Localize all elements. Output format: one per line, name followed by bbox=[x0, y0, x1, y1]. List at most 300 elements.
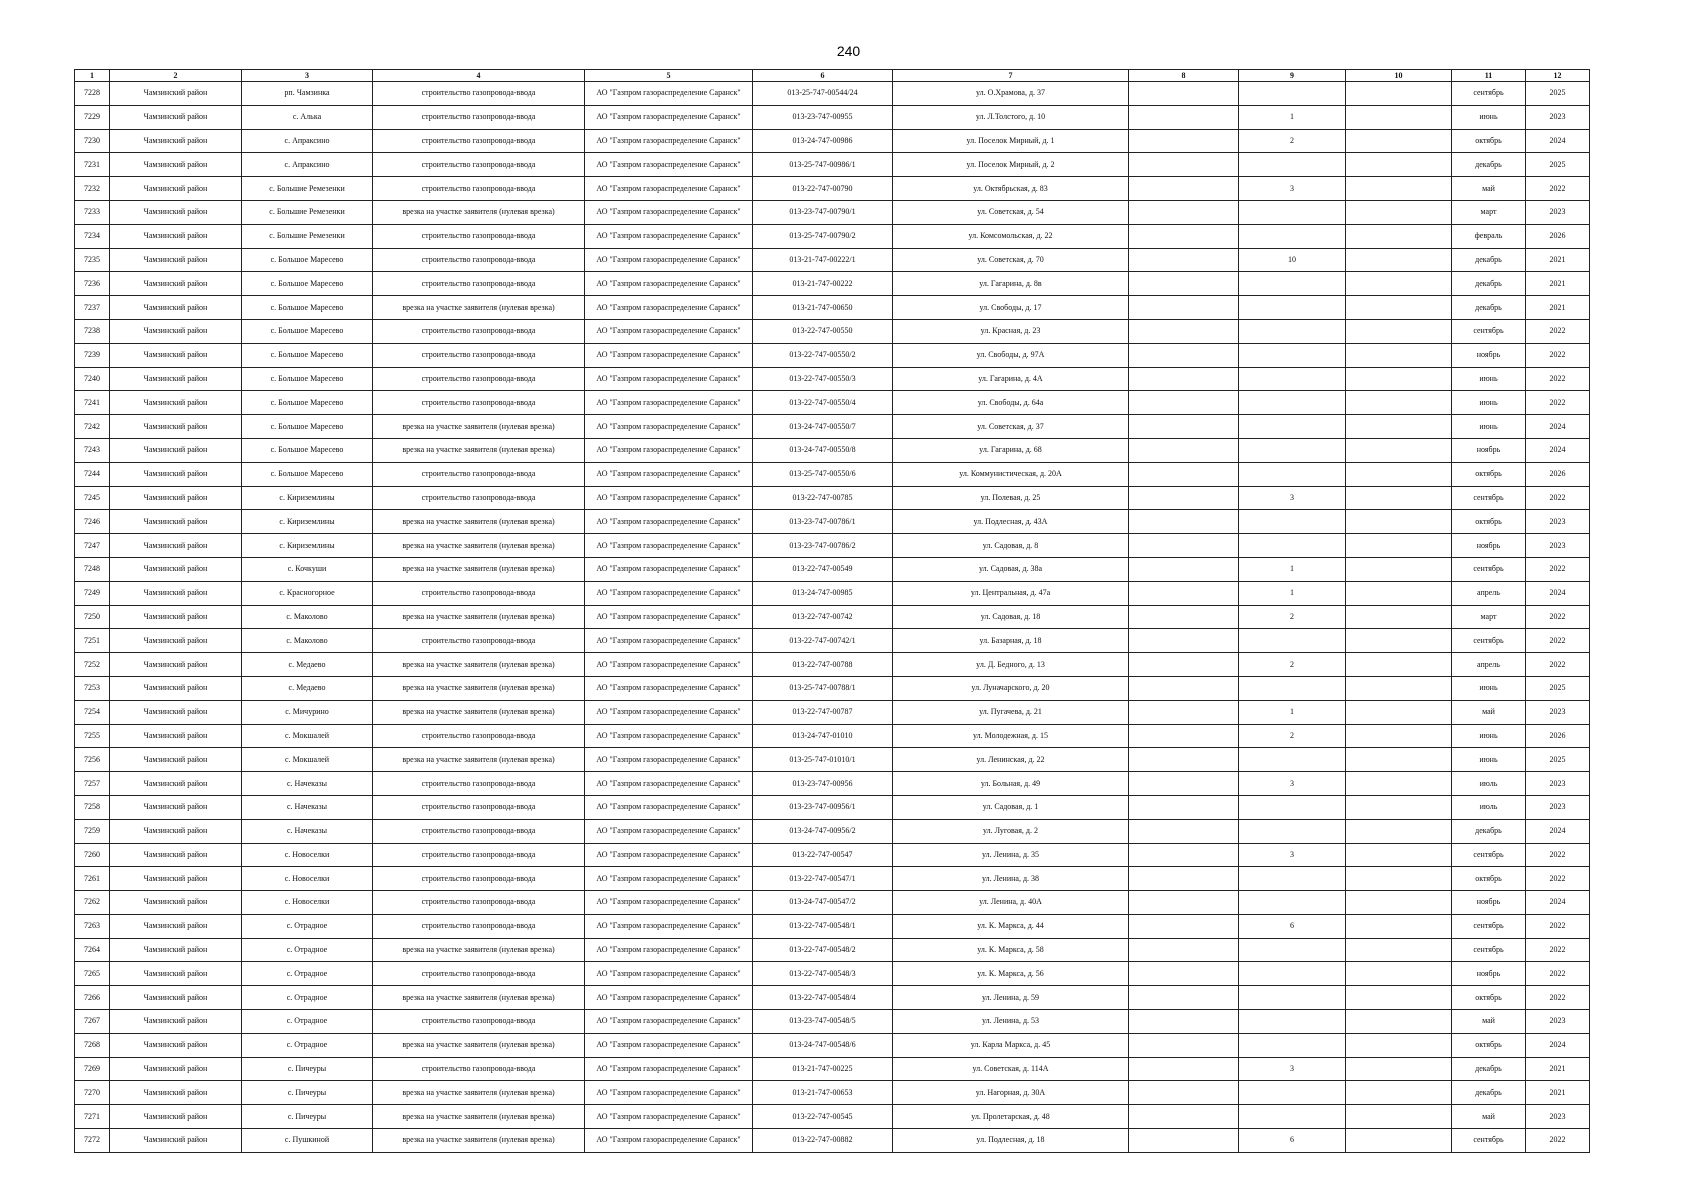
table-cell: 013-22-747-00742 bbox=[753, 605, 893, 629]
table-cell bbox=[1346, 224, 1452, 248]
table-cell: ул. Комсомольская, д. 22 bbox=[893, 224, 1129, 248]
table-cell bbox=[1129, 462, 1239, 486]
table-body bbox=[75, 82, 1590, 1153]
table-row bbox=[75, 795, 1590, 819]
table-cell: ул. Л.Толстого, д. 10 bbox=[893, 105, 1129, 129]
table-cell bbox=[1239, 1105, 1346, 1129]
table-cell bbox=[1129, 795, 1239, 819]
table-cell: АО "Газпром газораспределение Саранск" bbox=[585, 772, 753, 796]
table-cell: июль bbox=[1452, 772, 1526, 796]
table-cell: 3 bbox=[1239, 843, 1346, 867]
table-cell: 2 bbox=[1239, 724, 1346, 748]
table-cell: 2023 bbox=[1526, 1105, 1590, 1129]
table-cell bbox=[1346, 343, 1452, 367]
table-row bbox=[75, 962, 1590, 986]
table-cell: АО "Газпром газораспределение Саранск" bbox=[585, 415, 753, 439]
table-cell: 7253 bbox=[75, 676, 110, 700]
table-cell bbox=[1239, 200, 1346, 224]
table-cell: строительство газопровода-ввода bbox=[373, 843, 585, 867]
table-cell: июль bbox=[1452, 795, 1526, 819]
table-cell: 013-21-747-00653 bbox=[753, 1081, 893, 1105]
table-cell: 7272 bbox=[75, 1129, 110, 1153]
table-cell: Чамзинский район bbox=[110, 867, 242, 891]
table-cell: Чамзинский район bbox=[110, 129, 242, 153]
table-cell: строительство газопровода-ввода bbox=[373, 1010, 585, 1034]
table-cell bbox=[1346, 272, 1452, 296]
table-cell: ноябрь bbox=[1452, 343, 1526, 367]
table-cell: с. Большое Маресево bbox=[242, 462, 373, 486]
table-cell: Чамзинский район bbox=[110, 296, 242, 320]
table-cell: май bbox=[1452, 700, 1526, 724]
table-cell bbox=[1239, 938, 1346, 962]
table-cell: строительство газопровода-ввода bbox=[373, 224, 585, 248]
table-cell: октябрь bbox=[1452, 1033, 1526, 1057]
table-cell bbox=[1346, 772, 1452, 796]
table-cell: 7261 bbox=[75, 867, 110, 891]
table-cell: Чамзинский район bbox=[110, 938, 242, 962]
table-row bbox=[75, 581, 1590, 605]
table-cell: июнь bbox=[1452, 105, 1526, 129]
table-cell: ул. Свободы, д. 64а bbox=[893, 391, 1129, 415]
table-cell bbox=[1239, 676, 1346, 700]
table-cell: ул. Пролетарская, д. 48 bbox=[893, 1105, 1129, 1129]
table-cell bbox=[1346, 367, 1452, 391]
table-cell: 7267 bbox=[75, 1010, 110, 1034]
table-cell bbox=[1346, 438, 1452, 462]
table-cell: 2022 bbox=[1526, 177, 1590, 201]
table-row bbox=[75, 1057, 1590, 1081]
table-cell: 2022 bbox=[1526, 914, 1590, 938]
table-cell: 3 bbox=[1239, 772, 1346, 796]
table-cell: Чамзинский район bbox=[110, 510, 242, 534]
table-cell: АО "Газпром газораспределение Саранск" bbox=[585, 510, 753, 534]
table-cell: ул. Советская, д. 70 bbox=[893, 248, 1129, 272]
table-cell bbox=[1129, 105, 1239, 129]
table-cell bbox=[1129, 676, 1239, 700]
table-row bbox=[75, 129, 1590, 153]
table-cell: 3 bbox=[1239, 177, 1346, 201]
table-row bbox=[75, 843, 1590, 867]
table-cell: врезка на участке заявителя (нулевая врезка) bbox=[373, 986, 585, 1010]
table-cell bbox=[1129, 1033, 1239, 1057]
table-cell: врезка на участке заявителя (нулевая врезка) bbox=[373, 510, 585, 534]
table-cell bbox=[1346, 867, 1452, 891]
table-cell: 2023 bbox=[1526, 772, 1590, 796]
table-cell: сентябрь bbox=[1452, 82, 1526, 106]
table-cell: АО "Газпром газораспределение Саранск" bbox=[585, 986, 753, 1010]
table-cell: ул. Поселок Мирный, д. 1 bbox=[893, 129, 1129, 153]
table-row bbox=[75, 367, 1590, 391]
table-row bbox=[75, 462, 1590, 486]
table-cell: 2026 bbox=[1526, 724, 1590, 748]
table-cell: с. Новоселки bbox=[242, 867, 373, 891]
table-cell: ул. Д. Бедного, д. 13 bbox=[893, 653, 1129, 677]
table-cell: с. Кочкуши bbox=[242, 557, 373, 581]
table-cell: с. Медаево bbox=[242, 676, 373, 700]
table-cell: 2025 bbox=[1526, 82, 1590, 106]
table-cell bbox=[1346, 914, 1452, 938]
table-cell: 2025 bbox=[1526, 676, 1590, 700]
table-cell: АО "Газпром газораспределение Саранск" bbox=[585, 1010, 753, 1034]
table-cell: АО "Газпром газораспределение Саранск" bbox=[585, 82, 753, 106]
table-cell: 2022 bbox=[1526, 486, 1590, 510]
table-cell: Чамзинский район bbox=[110, 772, 242, 796]
table-cell: строительство газопровода-ввода bbox=[373, 319, 585, 343]
table-cell: 2022 bbox=[1526, 557, 1590, 581]
table-cell: АО "Газпром газораспределение Саранск" bbox=[585, 200, 753, 224]
table-cell: 7229 bbox=[75, 105, 110, 129]
table-cell: строительство газопровода-ввода bbox=[373, 914, 585, 938]
column-header: 10 bbox=[1346, 70, 1452, 82]
table-cell: врезка на участке заявителя (нулевая врезка) bbox=[373, 200, 585, 224]
table-cell: 2 bbox=[1239, 653, 1346, 677]
table-cell: строительство газопровода-ввода bbox=[373, 629, 585, 653]
table-cell: Чамзинский район bbox=[110, 605, 242, 629]
table-cell bbox=[1239, 319, 1346, 343]
table-cell: АО "Газпром газораспределение Саранск" bbox=[585, 272, 753, 296]
table-cell bbox=[1129, 1129, 1239, 1153]
table-cell: март bbox=[1452, 605, 1526, 629]
table-cell bbox=[1346, 605, 1452, 629]
table-cell: 2023 bbox=[1526, 795, 1590, 819]
table-cell: Чамзинский район bbox=[110, 1057, 242, 1081]
table-cell: 7231 bbox=[75, 153, 110, 177]
table-row bbox=[75, 1105, 1590, 1129]
table-cell: ул. Подлесная, д. 43А bbox=[893, 510, 1129, 534]
table-cell: 7233 bbox=[75, 200, 110, 224]
table-cell bbox=[1346, 486, 1452, 510]
table-cell: июнь bbox=[1452, 676, 1526, 700]
table-cell: 7265 bbox=[75, 962, 110, 986]
table-cell: 7246 bbox=[75, 510, 110, 534]
column-header: 5 bbox=[585, 70, 753, 82]
table-cell: Чамзинский район bbox=[110, 1105, 242, 1129]
table-cell: строительство газопровода-ввода bbox=[373, 581, 585, 605]
table-cell: АО "Газпром газораспределение Саранск" bbox=[585, 129, 753, 153]
table-cell: строительство газопровода-ввода bbox=[373, 105, 585, 129]
table-cell: врезка на участке заявителя (нулевая врезка) bbox=[373, 748, 585, 772]
table-cell: 013-22-747-00550/3 bbox=[753, 367, 893, 391]
table-cell bbox=[1346, 1057, 1452, 1081]
table-cell: АО "Газпром газораспределение Саранск" bbox=[585, 843, 753, 867]
table-cell: АО "Газпром газораспределение Саранск" bbox=[585, 724, 753, 748]
table-cell bbox=[1129, 272, 1239, 296]
table-cell: врезка на участке заявителя (нулевая врезка) bbox=[373, 1081, 585, 1105]
table-row bbox=[75, 1010, 1590, 1034]
table-cell: АО "Газпром газораспределение Саранск" bbox=[585, 177, 753, 201]
table-cell: с. Отрадное bbox=[242, 1010, 373, 1034]
table-cell: ул. Октябрьская, д. 83 bbox=[893, 177, 1129, 201]
table-cell: июнь bbox=[1452, 748, 1526, 772]
table-cell bbox=[1129, 557, 1239, 581]
table-cell: 7271 bbox=[75, 1105, 110, 1129]
table-cell: ул. К. Маркса, д. 44 bbox=[893, 914, 1129, 938]
table-cell bbox=[1346, 653, 1452, 677]
table-cell: 7247 bbox=[75, 534, 110, 558]
table-cell bbox=[1129, 938, 1239, 962]
table-cell: 7244 bbox=[75, 462, 110, 486]
table-cell: врезка на участке заявителя (нулевая врезка) bbox=[373, 1033, 585, 1057]
table-cell bbox=[1346, 510, 1452, 534]
table-cell: октябрь bbox=[1452, 867, 1526, 891]
table-row bbox=[75, 153, 1590, 177]
table-row bbox=[75, 819, 1590, 843]
table-cell bbox=[1346, 1010, 1452, 1034]
table-cell: июнь bbox=[1452, 367, 1526, 391]
table-cell: АО "Газпром газораспределение Саранск" bbox=[585, 1105, 753, 1129]
table-cell: 2024 bbox=[1526, 129, 1590, 153]
table-cell bbox=[1239, 391, 1346, 415]
table-cell: 2022 bbox=[1526, 391, 1590, 415]
table-row bbox=[75, 748, 1590, 772]
table-cell bbox=[1129, 891, 1239, 915]
table-cell: сентябрь bbox=[1452, 319, 1526, 343]
table-cell bbox=[1346, 557, 1452, 581]
table-cell: 7263 bbox=[75, 914, 110, 938]
table-cell: Чамзинский район bbox=[110, 557, 242, 581]
table-cell: 013-22-747-00787 bbox=[753, 700, 893, 724]
table-cell: с. Пичеуры bbox=[242, 1057, 373, 1081]
table-cell: декабрь bbox=[1452, 819, 1526, 843]
table-cell: 2023 bbox=[1526, 700, 1590, 724]
table-cell bbox=[1129, 343, 1239, 367]
table-cell bbox=[1346, 962, 1452, 986]
table-cell bbox=[1239, 224, 1346, 248]
table-cell: врезка на участке заявителя (нулевая врезка) bbox=[373, 415, 585, 439]
table-cell bbox=[1129, 486, 1239, 510]
table-cell: с. Медаево bbox=[242, 653, 373, 677]
table-cell: 013-23-747-00790/1 bbox=[753, 200, 893, 224]
table-cell bbox=[1346, 1105, 1452, 1129]
table-cell bbox=[1239, 629, 1346, 653]
table-cell: 013-22-747-00550/2 bbox=[753, 343, 893, 367]
table-cell: с. Большие Ремезенки bbox=[242, 200, 373, 224]
table-cell bbox=[1239, 510, 1346, 534]
table-cell: 7259 bbox=[75, 819, 110, 843]
table-row bbox=[75, 510, 1590, 534]
table-cell: апрель bbox=[1452, 653, 1526, 677]
table-cell: 7249 bbox=[75, 581, 110, 605]
table-cell: 013-22-747-00548/4 bbox=[753, 986, 893, 1010]
table-cell bbox=[1346, 462, 1452, 486]
table-cell: АО "Газпром газораспределение Саранск" bbox=[585, 605, 753, 629]
table-cell: АО "Газпром газораспределение Саранск" bbox=[585, 224, 753, 248]
table-row bbox=[75, 653, 1590, 677]
table-cell: ул. Гагарина, д. 4А bbox=[893, 367, 1129, 391]
table-cell: с. Большие Ремезенки bbox=[242, 224, 373, 248]
table-cell bbox=[1239, 415, 1346, 439]
table-cell: 2024 bbox=[1526, 438, 1590, 462]
table-cell: Чамзинский район bbox=[110, 1081, 242, 1105]
column-header: 3 bbox=[242, 70, 373, 82]
table-cell bbox=[1129, 653, 1239, 677]
table-cell: 2022 bbox=[1526, 653, 1590, 677]
gas-connection-registry-table bbox=[74, 69, 1590, 1153]
table-cell: 7230 bbox=[75, 129, 110, 153]
table-cell: ул. Пугачева, д. 21 bbox=[893, 700, 1129, 724]
table-cell: с. Начеказы bbox=[242, 819, 373, 843]
table-cell: ул. Коммунистическая, д. 20А bbox=[893, 462, 1129, 486]
table-cell: с. Новоселки bbox=[242, 843, 373, 867]
table-cell bbox=[1129, 534, 1239, 558]
table-cell: строительство газопровода-ввода bbox=[373, 272, 585, 296]
table-cell bbox=[1239, 272, 1346, 296]
table-row bbox=[75, 557, 1590, 581]
table-cell: Чамзинский район bbox=[110, 486, 242, 510]
table-cell: 013-22-747-00790 bbox=[753, 177, 893, 201]
table-row bbox=[75, 724, 1590, 748]
table-cell: с. Мокшалей bbox=[242, 748, 373, 772]
table-cell: Чамзинский район bbox=[110, 748, 242, 772]
table-cell bbox=[1239, 296, 1346, 320]
table-cell: 2022 bbox=[1526, 605, 1590, 629]
table-cell bbox=[1129, 1057, 1239, 1081]
table-cell: с. Маколово bbox=[242, 605, 373, 629]
column-header: 12 bbox=[1526, 70, 1590, 82]
table-cell: 013-23-747-00955 bbox=[753, 105, 893, 129]
table-cell: 7248 bbox=[75, 557, 110, 581]
table-cell: Чамзинский район bbox=[110, 1129, 242, 1153]
table-cell bbox=[1129, 224, 1239, 248]
table-cell: строительство газопровода-ввода bbox=[373, 177, 585, 201]
table-cell bbox=[1129, 914, 1239, 938]
table-cell: февраль bbox=[1452, 224, 1526, 248]
table-cell: строительство газопровода-ввода bbox=[373, 367, 585, 391]
table-cell: АО "Газпром газораспределение Саранск" bbox=[585, 248, 753, 272]
table-cell: сентябрь bbox=[1452, 843, 1526, 867]
table-row bbox=[75, 986, 1590, 1010]
table-cell bbox=[1129, 819, 1239, 843]
table-cell: 013-25-747-00986/1 bbox=[753, 153, 893, 177]
table-cell: с. Большое Маресево bbox=[242, 319, 373, 343]
column-header: 6 bbox=[753, 70, 893, 82]
table-cell: 2023 bbox=[1526, 1010, 1590, 1034]
table-cell: 7245 bbox=[75, 486, 110, 510]
table-cell: рп. Чамзинка bbox=[242, 82, 373, 106]
table-cell bbox=[1129, 177, 1239, 201]
table-cell: с. Большое Маресево bbox=[242, 438, 373, 462]
table-cell: 2022 bbox=[1526, 1129, 1590, 1153]
column-header: 4 bbox=[373, 70, 585, 82]
table-cell: 7240 bbox=[75, 367, 110, 391]
table-cell: ул. Ленина, д. 53 bbox=[893, 1010, 1129, 1034]
table-cell: строительство газопровода-ввода bbox=[373, 867, 585, 891]
table-cell: строительство газопровода-ввода bbox=[373, 129, 585, 153]
table-cell: строительство газопровода-ввода bbox=[373, 391, 585, 415]
table-cell: врезка на участке заявителя (нулевая врезка) bbox=[373, 296, 585, 320]
table-cell bbox=[1129, 605, 1239, 629]
table-row bbox=[75, 676, 1590, 700]
table-cell: Чамзинский район bbox=[110, 153, 242, 177]
table-cell: 7251 bbox=[75, 629, 110, 653]
table-cell bbox=[1239, 819, 1346, 843]
table-cell: 7257 bbox=[75, 772, 110, 796]
table-cell: АО "Газпром газораспределение Саранск" bbox=[585, 343, 753, 367]
table-cell bbox=[1239, 795, 1346, 819]
table-cell: АО "Газпром газораспределение Саранск" bbox=[585, 153, 753, 177]
table-cell: 013-22-747-00785 bbox=[753, 486, 893, 510]
table-cell: 1 bbox=[1239, 557, 1346, 581]
table-cell: сентябрь bbox=[1452, 486, 1526, 510]
table-cell bbox=[1346, 534, 1452, 558]
table-cell: АО "Газпром газораспределение Саранск" bbox=[585, 914, 753, 938]
table-cell: АО "Газпром газораспределение Саранск" bbox=[585, 1033, 753, 1057]
table-cell: с. Мичурино bbox=[242, 700, 373, 724]
table-cell: март bbox=[1452, 200, 1526, 224]
table-cell: 7264 bbox=[75, 938, 110, 962]
table-cell bbox=[1129, 772, 1239, 796]
table-cell: с. Большое Маресево bbox=[242, 296, 373, 320]
table-cell: ул. Садовая, д. 8 bbox=[893, 534, 1129, 558]
table-cell: врезка на участке заявителя (нулевая врезка) bbox=[373, 534, 585, 558]
table-cell: 013-24-747-00956/2 bbox=[753, 819, 893, 843]
table-cell: 1 bbox=[1239, 105, 1346, 129]
table-cell: врезка на участке заявителя (нулевая врезка) bbox=[373, 938, 585, 962]
table-cell bbox=[1346, 843, 1452, 867]
table-cell: ул. Подлесная, д. 18 bbox=[893, 1129, 1129, 1153]
table-cell: ул. Свободы, д. 17 bbox=[893, 296, 1129, 320]
table-cell bbox=[1346, 153, 1452, 177]
table-cell: 013-24-747-00547/2 bbox=[753, 891, 893, 915]
table-cell: 013-22-747-00547/1 bbox=[753, 867, 893, 891]
table-cell: 2021 bbox=[1526, 1057, 1590, 1081]
table-cell: 7255 bbox=[75, 724, 110, 748]
table-cell: 013-24-747-00550/8 bbox=[753, 438, 893, 462]
table-cell: 7243 bbox=[75, 438, 110, 462]
table-cell: Чамзинский район bbox=[110, 891, 242, 915]
page-number: 240 bbox=[836, 43, 861, 59]
table-cell: ул. Свободы, д. 97А bbox=[893, 343, 1129, 367]
table-cell: ул. Молодежная, д. 15 bbox=[893, 724, 1129, 748]
table-cell: с. Начеказы bbox=[242, 772, 373, 796]
table-cell: 7238 bbox=[75, 319, 110, 343]
table-cell: Чамзинский район bbox=[110, 1010, 242, 1034]
table-cell: врезка на участке заявителя (нулевая врезка) bbox=[373, 438, 585, 462]
table-row bbox=[75, 772, 1590, 796]
table-cell bbox=[1346, 700, 1452, 724]
table-cell: с. Кириземлины bbox=[242, 510, 373, 534]
table-cell: с. Большое Маресево bbox=[242, 391, 373, 415]
table-cell: 7234 bbox=[75, 224, 110, 248]
table-cell: 7228 bbox=[75, 82, 110, 106]
table-cell: ул. Базарная, д. 18 bbox=[893, 629, 1129, 653]
table-cell: ул. Советская, д. 54 bbox=[893, 200, 1129, 224]
table-cell bbox=[1129, 1010, 1239, 1034]
table-cell: декабрь bbox=[1452, 248, 1526, 272]
table-cell bbox=[1239, 1010, 1346, 1034]
table-cell: 013-22-747-00788 bbox=[753, 653, 893, 677]
table-cell: 2024 bbox=[1526, 415, 1590, 439]
table-cell: врезка на участке заявителя (нулевая врезка) bbox=[373, 1129, 585, 1153]
table-cell: 2022 bbox=[1526, 843, 1590, 867]
table-cell: 2021 bbox=[1526, 272, 1590, 296]
table-cell: 2023 bbox=[1526, 510, 1590, 534]
table-cell bbox=[1346, 748, 1452, 772]
table-cell: 2023 bbox=[1526, 534, 1590, 558]
column-header: 1 bbox=[75, 70, 110, 82]
table-cell: Чамзинский район bbox=[110, 653, 242, 677]
table-cell: 013-22-747-00547 bbox=[753, 843, 893, 867]
table-cell: Чамзинский район bbox=[110, 367, 242, 391]
table-cell: с. Мокшалей bbox=[242, 724, 373, 748]
table-cell bbox=[1129, 248, 1239, 272]
table-cell: 7242 bbox=[75, 415, 110, 439]
table-cell bbox=[1239, 462, 1346, 486]
table-cell: ул. Ленина, д. 40А bbox=[893, 891, 1129, 915]
table-cell: декабрь bbox=[1452, 1081, 1526, 1105]
table-cell: 013-24-747-01010 bbox=[753, 724, 893, 748]
table-cell: с. Большое Маресево bbox=[242, 415, 373, 439]
